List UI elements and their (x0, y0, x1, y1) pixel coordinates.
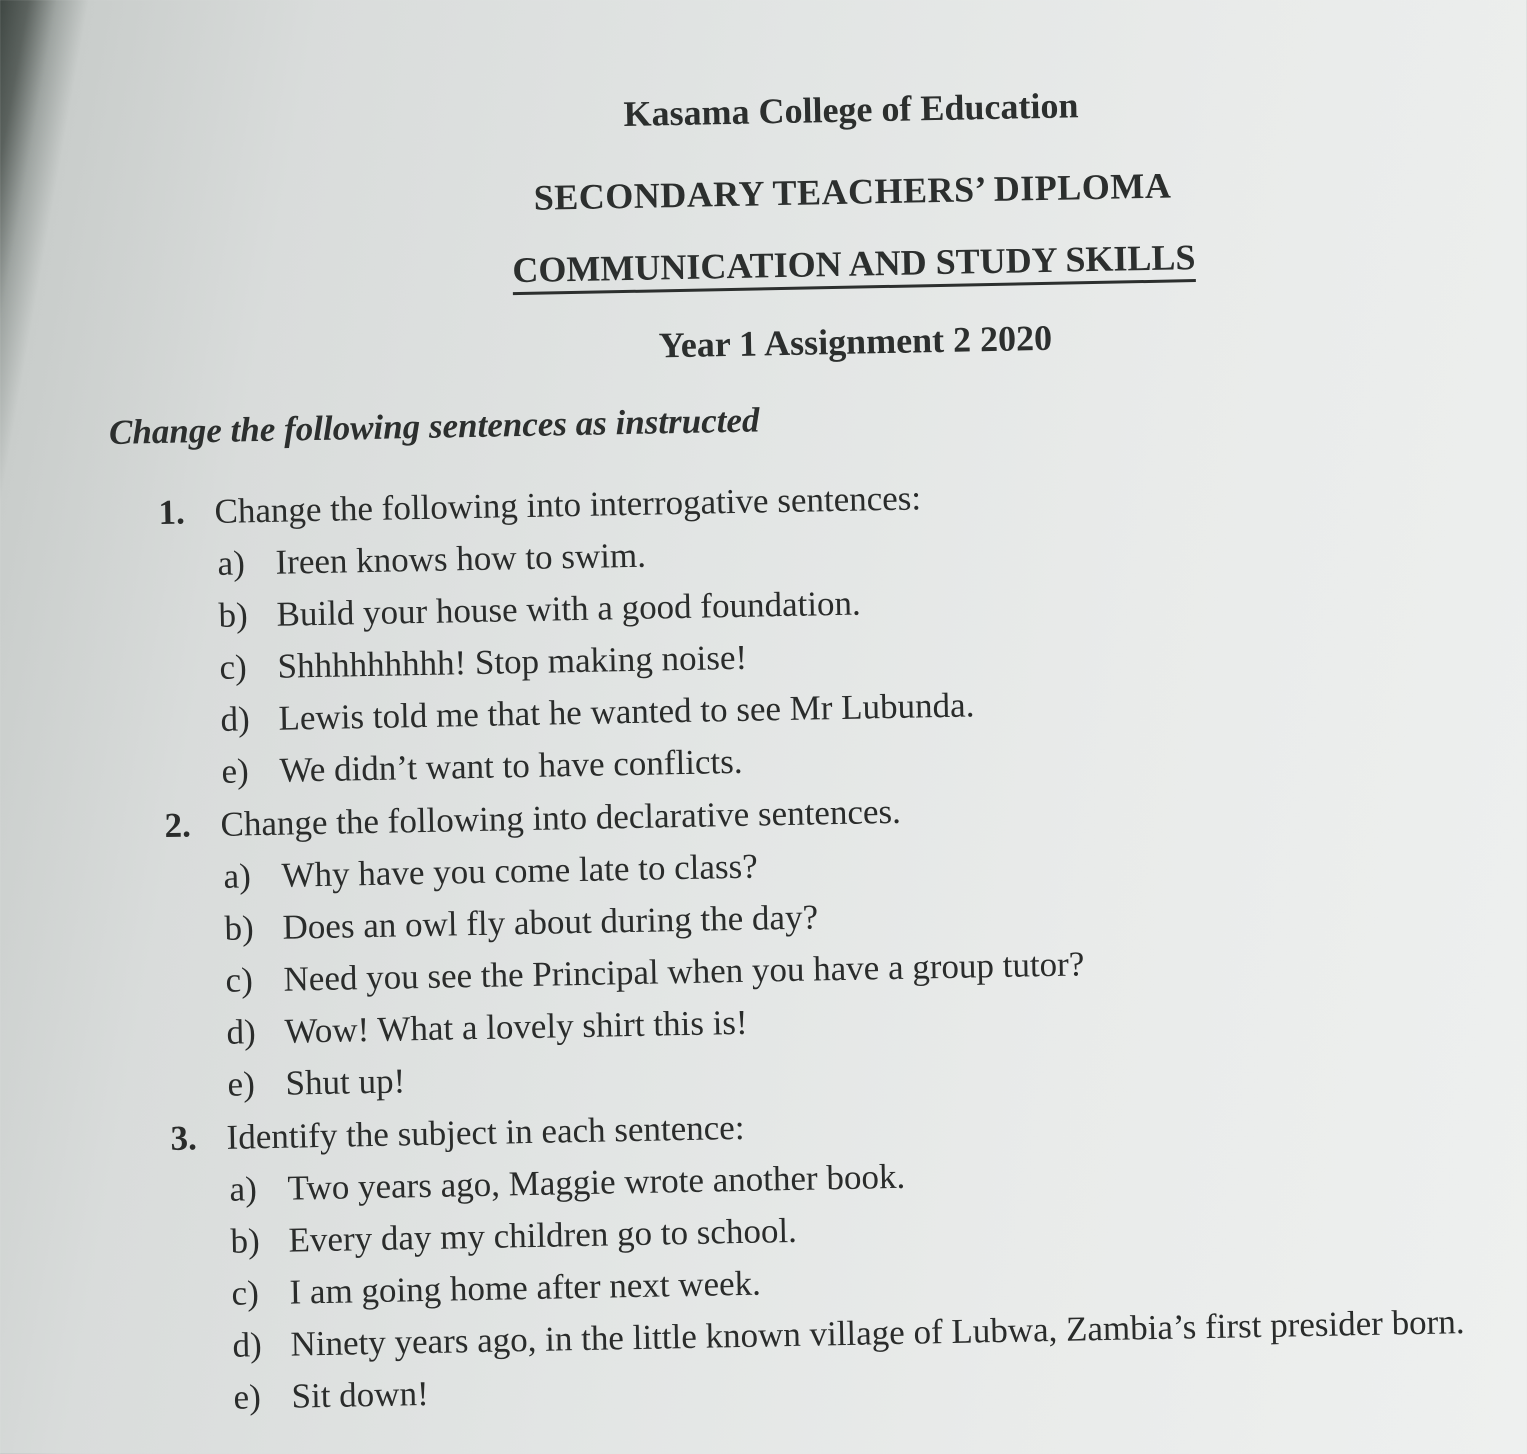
question-item (164, 771, 1527, 1112)
sub-question-list (159, 511, 1527, 799)
sub-question-letter: c) (219, 647, 248, 687)
sub-question-text: Ireen knows how to swim. (275, 535, 647, 582)
course-title (44, 227, 1527, 300)
question-number: 2. (164, 805, 192, 845)
sub-question-text: Lewis told me that he wanted to see Mr Lubunda. (278, 685, 975, 738)
sub-question-list (165, 824, 1527, 1112)
question-text: Change the following into declarative sentences. (220, 791, 902, 844)
question-number: 1. (158, 492, 186, 533)
course-title-text: COMMUNICATION AND STUDY SKILLS (512, 237, 1196, 291)
sub-question-letter: a) (229, 1169, 258, 1209)
sub-question-text: Why have you come late to class? (281, 846, 759, 895)
sub-question-letter: d) (220, 699, 251, 739)
sub-question-letter: c) (225, 960, 254, 1000)
instruction-text: Change the following sentences as instructed (108, 400, 760, 452)
sub-question-text: Need you see the Principal when you have a group tutor? (283, 944, 1085, 999)
sub-question-letter: e) (221, 751, 250, 791)
sub-question-text: Wow! What a lovely shirt this is! (284, 1002, 748, 1051)
sub-question-letter: a) (217, 543, 246, 583)
sub-question-text: Build your house with a good foundation. (276, 583, 862, 634)
question-text: Change the following into interrogative sentences: (214, 478, 922, 531)
sub-question-text: Does an owl fly about during the day? (282, 897, 819, 947)
sub-question-list (171, 1136, 1527, 1424)
sub-question-text: We didn’t want to have conflicts. (279, 741, 743, 790)
sub-question-text: Every day my children go to school. (288, 1210, 798, 1260)
sub-question-text: Shhhhhhhhh! Stop making noise! (277, 637, 748, 686)
sub-question-text: I am going home after next week. (289, 1263, 762, 1312)
sheet-content (40, 46, 1527, 1454)
sub-question-text: Sit down! (291, 1373, 430, 1416)
question-number: 3. (170, 1118, 198, 1158)
question-list (158, 458, 1527, 1425)
diploma-title: SECONDARY TEACHERS’ DIPLOMA (533, 165, 1172, 218)
sub-question-text: Two years ago, Maggie wrote another book. (287, 1156, 906, 1208)
assignment-title: Year 1 Assignment 2 2020 (658, 317, 1053, 366)
sub-question-letter: e) (227, 1064, 256, 1104)
sub-question-letter: b) (224, 908, 255, 948)
sub-question-text: Ninety years ago, in the little known village of Lubwa, Zambia’s first presider born. (290, 1302, 1465, 1364)
sub-question-letter: b) (218, 595, 249, 635)
college-name: Kasama College of Education (623, 85, 1079, 135)
sub-question-letter: b) (230, 1221, 261, 1261)
question-item (158, 458, 1527, 799)
question-item (170, 1083, 1527, 1424)
question-text: Identify the subject in each sentence: (226, 1107, 745, 1157)
sub-question-letter: e) (233, 1377, 262, 1417)
sub-question-letter: c) (231, 1273, 260, 1313)
sub-question-letter: a) (223, 856, 252, 896)
sub-question-letter: d) (226, 1012, 257, 1052)
sub-question-text: Shut up! (285, 1061, 406, 1103)
sub-question-letter: d) (232, 1325, 263, 1365)
